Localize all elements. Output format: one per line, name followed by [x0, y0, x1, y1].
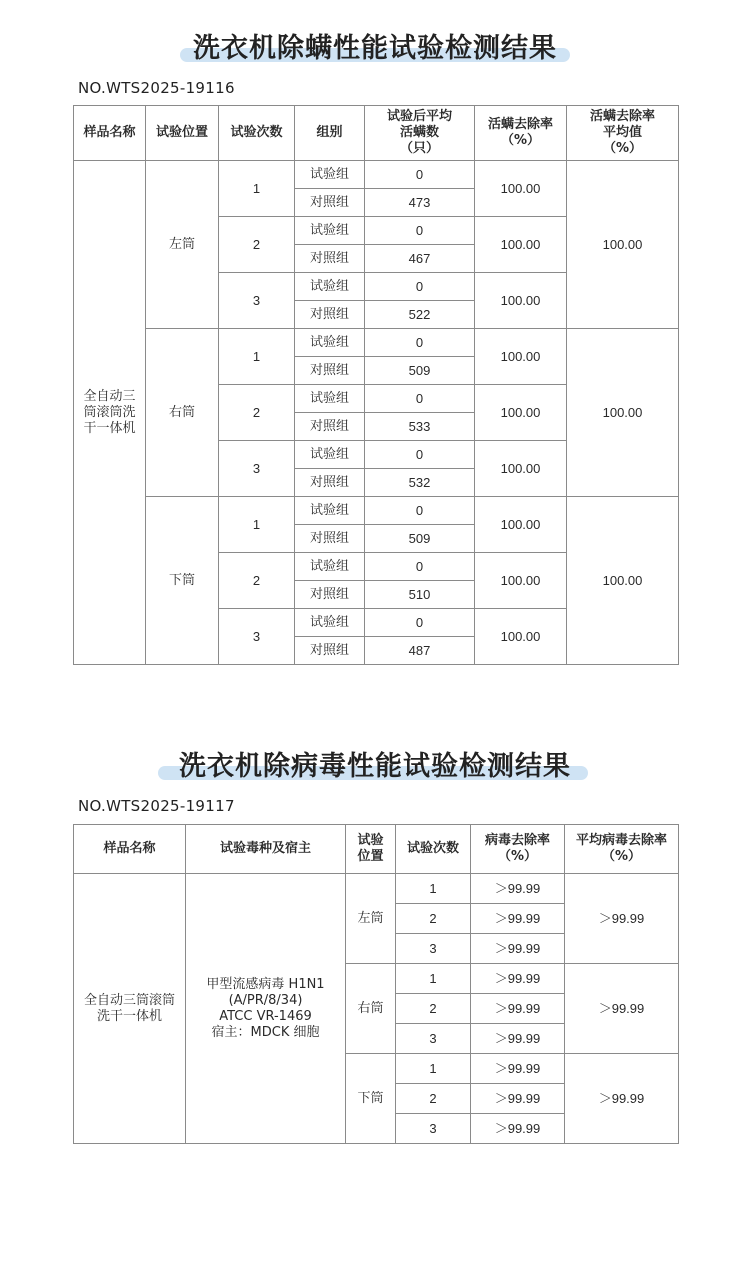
group-cell: 试验组: [295, 273, 365, 301]
removal-rate-cell: 100.00: [475, 217, 567, 273]
mite-count-cell: 533: [365, 413, 475, 441]
table-row: [74, 161, 679, 189]
position-cell: 右筒: [346, 964, 396, 1054]
position-cell: 左筒: [146, 161, 219, 329]
mite-title-wrap: [0, 26, 750, 65]
removal-rate-cell: 100.00: [475, 441, 567, 497]
group-cell: 试验组: [295, 553, 365, 581]
strain-host-cell: 甲型流感病毒 H1N1 (A/PR/8/34) ATCC VR-1469 宿主：MDCK 细胞: [186, 874, 346, 1144]
removal-rate-cell: 100.00: [475, 497, 567, 553]
group-cell: 试验组: [295, 385, 365, 413]
mite-count-cell: 509: [365, 525, 475, 553]
header-cell: 试验后平均 活螨数 （只）: [365, 106, 475, 161]
position-cell: 左筒: [346, 874, 396, 964]
group-cell: 试验组: [295, 161, 365, 189]
mite-count-cell: 467: [365, 245, 475, 273]
average-rate-cell: 100.00: [567, 329, 679, 497]
mite-count-cell: 0: [365, 273, 475, 301]
average-rate-cell: ＞99.99: [565, 1054, 679, 1144]
run-number-cell: 1: [219, 161, 295, 217]
group-cell: 试验组: [295, 217, 365, 245]
removal-rate-cell: ＞99.99: [471, 1114, 565, 1144]
mite-count-cell: 532: [365, 469, 475, 497]
average-rate-cell: 100.00: [567, 161, 679, 329]
mite-count-cell: 0: [365, 217, 475, 245]
header-cell: 活螨去除率 （%）: [475, 106, 567, 161]
table-row: [74, 329, 679, 357]
removal-rate-cell: 100.00: [475, 609, 567, 665]
group-cell: 试验组: [295, 609, 365, 637]
run-number-cell: 1: [396, 964, 471, 994]
mite-count-cell: 487: [365, 637, 475, 665]
run-number-cell: 3: [219, 273, 295, 329]
group-cell: 试验组: [295, 497, 365, 525]
mite-results-table: [73, 105, 679, 665]
header-cell: 试验 位置: [346, 825, 396, 874]
virus-results-table: [73, 824, 679, 1144]
removal-rate-cell: 100.00: [475, 329, 567, 385]
removal-rate-cell: ＞99.99: [471, 1054, 565, 1084]
removal-rate-cell: 100.00: [475, 385, 567, 441]
run-number-cell: 1: [396, 1054, 471, 1084]
run-number-cell: 3: [396, 1024, 471, 1054]
mite-title: 洗衣机除螨性能试验检测结果: [193, 33, 557, 64]
header-cell: 试验次数: [219, 106, 295, 161]
virus-header-row: [74, 825, 679, 874]
sample-name-cell: 全自动三筒滚筒 洗干一体机: [74, 874, 186, 1144]
header-cell: 样品名称: [74, 106, 146, 161]
header-cell: 试验次数: [396, 825, 471, 874]
mite-count-cell: 0: [365, 609, 475, 637]
group-cell: 对照组: [295, 581, 365, 609]
mite-count-cell: 522: [365, 301, 475, 329]
header-cell: 样品名称: [74, 825, 186, 874]
group-cell: 试验组: [295, 441, 365, 469]
mite-count-cell: 0: [365, 497, 475, 525]
run-number-cell: 3: [396, 934, 471, 964]
header-cell: 试验位置: [146, 106, 219, 161]
mite-count-cell: 0: [365, 161, 475, 189]
removal-rate-cell: ＞99.99: [471, 874, 565, 904]
run-number-cell: 1: [219, 329, 295, 385]
mite-count-cell: 0: [365, 385, 475, 413]
removal-rate-cell: ＞99.99: [471, 1084, 565, 1114]
removal-rate-cell: 100.00: [475, 553, 567, 609]
run-number-cell: 1: [219, 497, 295, 553]
run-number-cell: 2: [396, 1084, 471, 1114]
header-cell: 平均病毒去除率 （%）: [565, 825, 679, 874]
run-number-cell: 3: [396, 1114, 471, 1144]
average-rate-cell: ＞99.99: [565, 964, 679, 1054]
removal-rate-cell: ＞99.99: [471, 934, 565, 964]
mite-count-cell: 0: [365, 553, 475, 581]
header-cell: 活螨去除率 平均值 （%）: [567, 106, 679, 161]
removal-rate-cell: 100.00: [475, 273, 567, 329]
mite-count-cell: 0: [365, 329, 475, 357]
sample-name-cell: 全自动三 筒滚筒洗 干一体机: [74, 161, 146, 665]
header-cell: 试验毒种及宿主: [186, 825, 346, 874]
mite-count-cell: 510: [365, 581, 475, 609]
header-cell: 病毒去除率 （%）: [471, 825, 565, 874]
table-row: [74, 497, 679, 525]
run-number-cell: 1: [396, 874, 471, 904]
group-cell: 对照组: [295, 245, 365, 273]
run-number-cell: 2: [396, 994, 471, 1024]
group-cell: 试验组: [295, 329, 365, 357]
removal-rate-cell: ＞99.99: [471, 1024, 565, 1054]
removal-rate-cell: ＞99.99: [471, 964, 565, 994]
run-number-cell: 2: [219, 553, 295, 609]
group-cell: 对照组: [295, 301, 365, 329]
run-number-cell: 2: [219, 385, 295, 441]
average-rate-cell: ＞99.99: [565, 874, 679, 964]
group-cell: 对照组: [295, 413, 365, 441]
table-row: [74, 874, 679, 904]
mite-count-cell: 473: [365, 189, 475, 217]
mite-count-cell: 0: [365, 441, 475, 469]
header-cell: 组别: [295, 106, 365, 161]
average-rate-cell: 100.00: [567, 497, 679, 665]
mite-count-cell: 509: [365, 357, 475, 385]
position-cell: 下筒: [146, 497, 219, 665]
group-cell: 对照组: [295, 469, 365, 497]
removal-rate-cell: ＞99.99: [471, 994, 565, 1024]
virus-title-wrap: [0, 744, 750, 783]
run-number-cell: 2: [219, 217, 295, 273]
run-number-cell: 2: [396, 904, 471, 934]
group-cell: 对照组: [295, 189, 365, 217]
position-cell: 右筒: [146, 329, 219, 497]
mite-report-number: NO.WTS2025-19116: [78, 79, 235, 97]
virus-report-number: NO.WTS2025-19117: [78, 797, 235, 815]
virus-title: 洗衣机除病毒性能试验检测结果: [179, 751, 571, 782]
mite-header-row: [74, 106, 679, 161]
group-cell: 对照组: [295, 525, 365, 553]
group-cell: 对照组: [295, 357, 365, 385]
group-cell: 对照组: [295, 637, 365, 665]
run-number-cell: 3: [219, 609, 295, 665]
run-number-cell: 3: [219, 441, 295, 497]
position-cell: 下筒: [346, 1054, 396, 1144]
removal-rate-cell: 100.00: [475, 161, 567, 217]
removal-rate-cell: ＞99.99: [471, 904, 565, 934]
